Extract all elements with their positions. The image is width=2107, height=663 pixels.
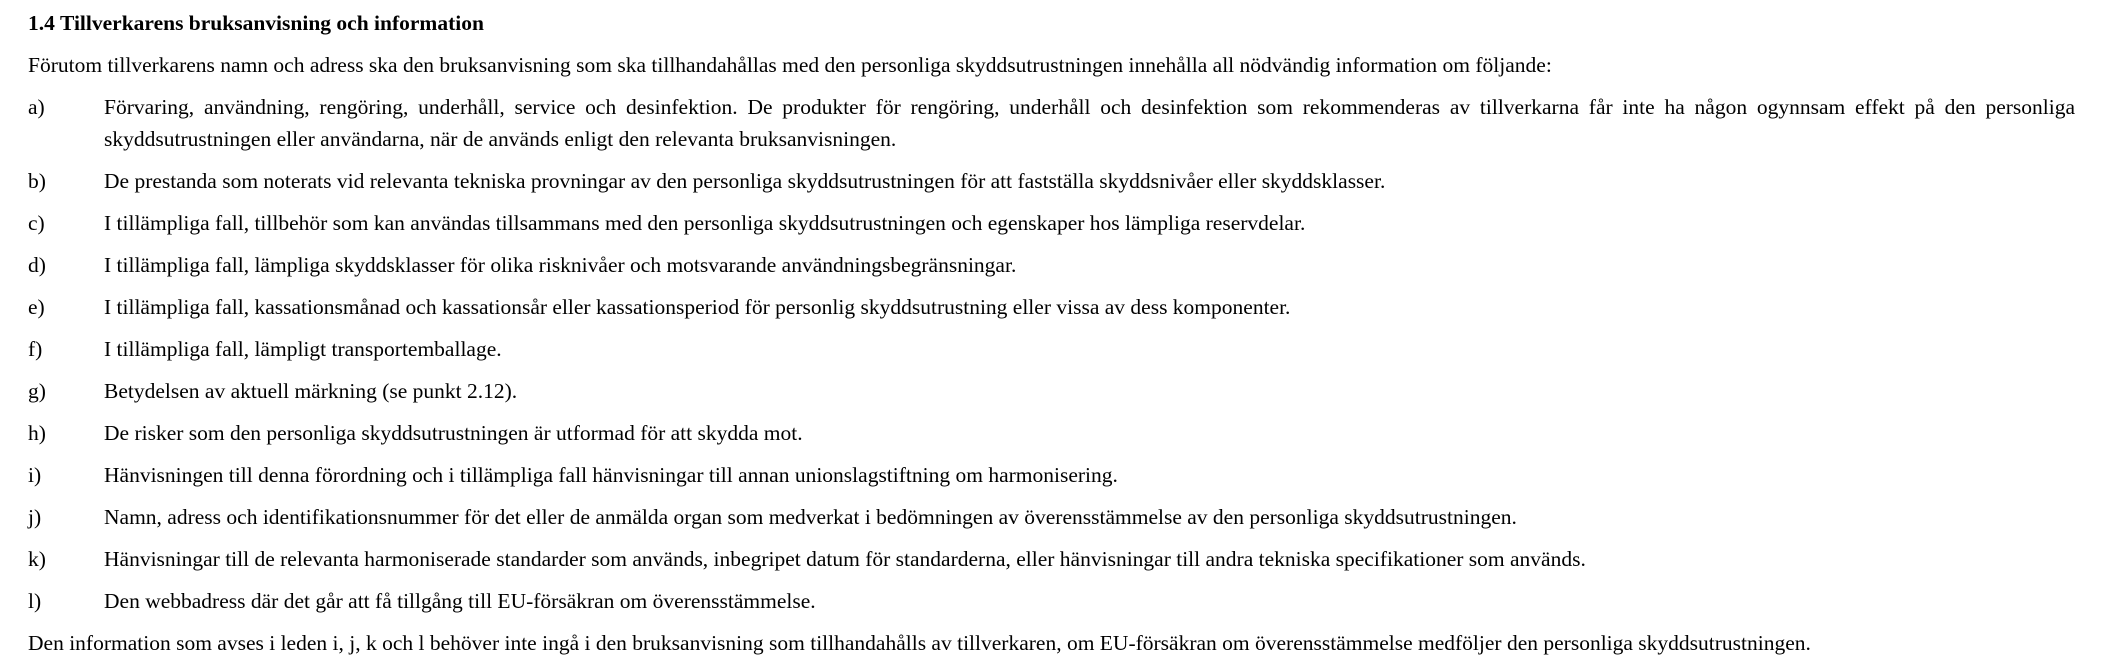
list-item-text: Hänvisningar till de relevanta harmoniserade standarder som används, inbegripet datum för standarderna, eller hänvisningar till andra tekniska specifikationer som används. [104,547,1586,571]
list-item-i [28,459,2075,491]
list-item-label: d) [28,253,46,277]
section-number: 1.4 [28,11,55,35]
list-item-text: I tillämpliga fall, tillbehör som kan användas tillsammans med den personliga skyddsutrustningen och egenskaper hos lämpliga reservdelar. [104,211,1306,235]
list-item-text: Förvaring, användning, rengöring, underhåll, service och desinfektion. De produkter för rengöring, underhåll och desinfektion som rekommenderas av tillverkarna får inte ha någon ogynnsam effekt på den personliga skyddsutrustningen eller användarna, när de används enligt den relevanta bruksanvisningen. [104,95,2075,151]
list-item-label: f) [28,337,43,361]
closing-paragraph: Den information som avses i leden i, j, k och l behöver inte ingå i den bruksanvisning som tillhandahålls av tillverkaren, om EU-försäkran om överensstämmelse medföljer den personliga skyddsutrustningen. [28,631,1811,655]
list-item-label: i) [28,463,42,487]
list-item-text: Namn, adress och identifikationsnummer för det eller de anmälda organ som medverkat i bedömningen av överensstämmelse av den personliga skyddsutrustningen. [104,505,1517,529]
list-item-label: b) [28,169,46,193]
list-item-text: I tillämpliga fall, kassationsmånad och kassationsår eller kassationsperiod för personlig skyddsutrustning eller vissa av dess komponenter. [104,295,1291,319]
list-item-f [28,333,2075,365]
list-item-label: j) [28,505,42,529]
list-item-text: Hänvisningen till denna förordning och i tillämpliga fall hänvisningar till annan unionslagstiftning om harmonisering. [104,463,1118,487]
list-item-b [28,165,2075,197]
list-item-e [28,291,2075,323]
list-item-text: I tillämpliga fall, lämpligt transportemballage. [104,337,502,361]
list-item-label: g) [28,379,46,403]
list-item-d [28,249,2075,281]
list-item-g [28,375,2075,407]
section-heading [28,7,2075,39]
list-item-a [28,91,2075,155]
list-item-l [28,585,2075,617]
list-item-k [28,543,2075,575]
list-item-text: Den webbadress där det går att få tillgång till EU-försäkran om överensstämmelse. [104,589,816,613]
list-item-label: k) [28,547,46,571]
list-item-text: De risker som den personliga skyddsutrustningen är utformad för att skydda mot. [104,421,803,445]
list-item-label: l) [28,589,42,613]
list-item-text: Betydelsen av aktuell märkning (se punkt 2.12). [104,379,518,403]
list-item-text: De prestanda som noterats vid relevanta tekniska provningar av den personliga skyddsutrustningen för att fastställa skyddsnivåer eller skyddsklasser. [104,169,1386,193]
list-item-c [28,207,2075,239]
list-item-label: c) [28,211,45,235]
list-item-label: a) [28,95,45,119]
list-item-j [28,501,2075,533]
list-item-h [28,417,2075,449]
section-title: Tillverkarens bruksanvisning och information [60,11,484,35]
list-item-text: I tillämpliga fall, lämpliga skyddsklasser för olika risknivåer och motsvarande användningsbegränsningar. [104,253,1017,277]
list-item-label: e) [28,295,45,319]
list-item-label: h) [28,421,46,445]
intro-paragraph: Förutom tillverkarens namn och adress ska den bruksanvisning som ska tillhandahållas med den personliga skyddsutrustningen innehålla all nödvändig information om följande: [28,53,1552,77]
